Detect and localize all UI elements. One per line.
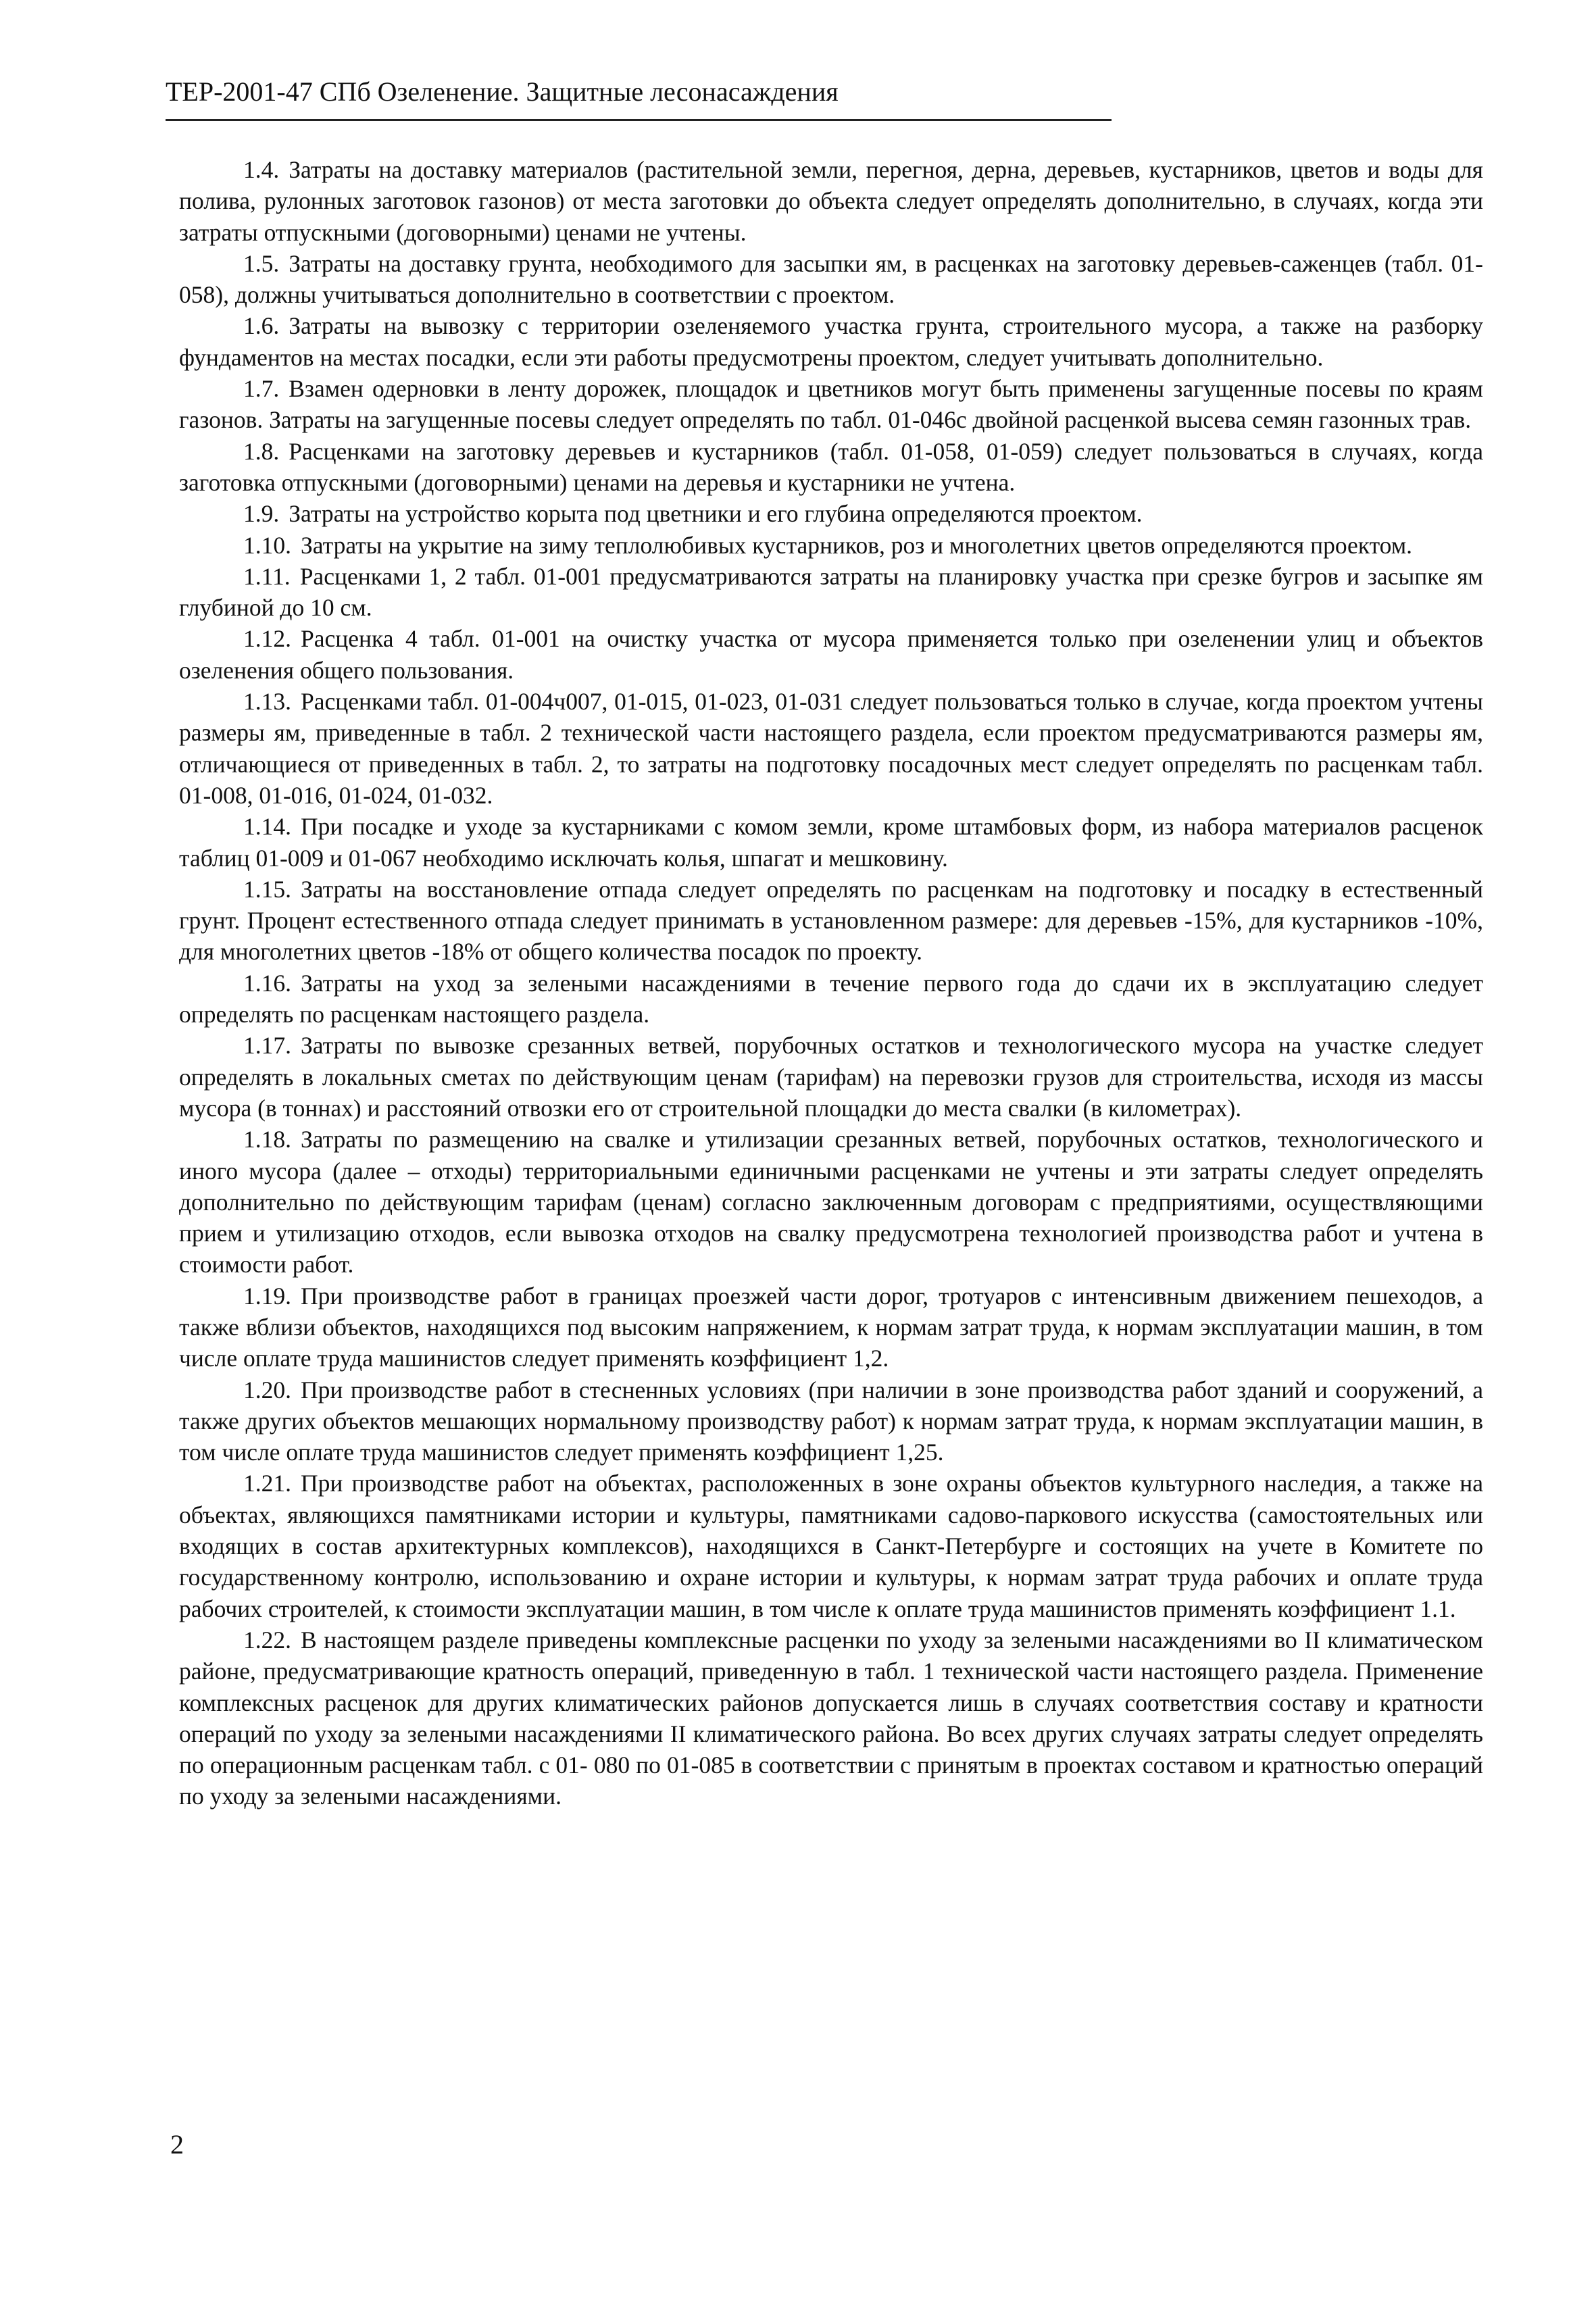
paragraph-text: Затраты на устройство корыта под цветники и его глубина определяются проектом. [289, 500, 1143, 528]
paragraph-text: Затраты на укрытие на зиму теплолюбивых кустарников, роз и многолетних цветов определяются проектом. [301, 531, 1413, 559]
paragraph-1-10 [179, 530, 1483, 561]
paragraph-1-22 [179, 1624, 1483, 1812]
paragraph-1-11 [179, 561, 1483, 624]
paragraph-text: В настоящем разделе приведены комплексные расценки по уходу за зелеными насаждениями во II климатическом районе, предусматривающие кратность операций, приведенную в табл. 1 технической части настоящего раздела. Применение комплексных расценок для других климатических районов допускается лишь в случаях соответствия составу и кратности операций по уходу за зелеными насаждениями II климатического района. Во всех других случаях затраты следует определять по операционным расценкам табл. с 01- 080 по 01-085 в соответствии с принятым в проектах составом и кратностью операций по уходу за зелеными насаждениями. [179, 1626, 1483, 1810]
paragraph-text: Расценками табл. 01-004ч007, 01-015, 01-023, 01-031 следует пользоваться только в случае, когда проектом учтены размеры ям, приведенные в табл. 2 технической части настоящего раздела, если проектом предусматриваются размеры ям, отличающиеся от приведенных в табл. 2, то затраты на подготовку посадочных мест следует определять по расценкам табл. 01-008, 01-016, 01-024, 01-032. [179, 688, 1483, 809]
paragraph-1-19 [179, 1280, 1483, 1374]
paragraph-number: 1.18. [243, 1126, 291, 1153]
paragraph-text: Затраты по вывозке срезанных ветвей, порубочных остатков и технологического мусора на участке следует определять в локальных сметах по действующим ценам (тарифам) на перевозки грузов для строительства, исходя из массы мусора (в тоннах) и расстояний отвозки его от строительной площадки до места свалки (в километрах). [179, 1032, 1483, 1122]
paragraph-text: Расценками на заготовку деревьев и кустарников (табл. 01-058, 01-059) следует пользоваться в случаях, когда заготовка отпускными (договорными) ценами на деревья и кустарники не учтена. [179, 437, 1483, 496]
paragraph-text: Расценка 4 табл. 01-001 на очистку участка от мусора применяется только при озеленении улиц и объектов озеленения общего пользования. [179, 625, 1483, 684]
paragraph-1-8 [179, 436, 1483, 499]
paragraph-text: Затраты по размещению на свалке и утилизации срезанных ветвей, порубочных остатков, технологического и иного мусора (далее – отходы) территориальными единичными расценками не учтены и эти затраты следует определять дополнительно по действующим тарифам (ценам) согласно заключенным договорам с предприятиями, осуществляющими прием и утилизацию отходов, если вывозка отходов на свалку предусмотрена технологией производства работ и учтена в стоимости работ. [179, 1126, 1483, 1278]
paragraph-text: Затраты на восстановление отпада следует определять по расценкам на подготовку и посадку в естественный грунт. Процент естественного отпада следует принимать в установленном размере: для деревьев -15%, для кустарников -10%, для многолетних цветов -18% от общего количества посадок по проекту. [179, 875, 1483, 966]
paragraph-number: 1.17. [243, 1032, 291, 1060]
paragraph-1-20 [179, 1374, 1483, 1468]
paragraph-number: 1.11. [243, 562, 291, 590]
paragraph-1-9 [179, 498, 1483, 529]
paragraph-number: 1.9. [243, 500, 280, 528]
paragraph-1-7 [179, 373, 1483, 436]
page-number: 2 [170, 2129, 184, 2160]
paragraph-1-12 [179, 623, 1483, 686]
paragraph-number: 1.6. [243, 312, 280, 340]
paragraph-text: Затраты на вывозку с территории озеленяемого участка грунта, строительного мусора, а также на разборку фундаментов на местах посадки, если эти работы предусмотрены проектом, следует учитывать дополнительно. [179, 312, 1483, 371]
paragraph-text: При производстве работ в границах проезжей части дорог, тротуаров с интенсивным движением пешеходов, а также вблизи объектов, находящихся под высоким напряжением, к нормам затрат труда, к нормам эксплуатации машин, в том числе оплате труда машинистов следует применять коэффициент 1,2. [179, 1282, 1483, 1372]
paragraph-number: 1.13. [243, 688, 291, 716]
paragraph-1-17 [179, 1030, 1483, 1124]
paragraph-number: 1.20. [243, 1376, 291, 1403]
paragraph-text: Затраты на доставку грунта, необходимого для засыпки ям, в расценках на заготовку деревьев-саженцев (табл. 01-058), должны учитываться дополнительно в соответствии с проектом. [179, 249, 1483, 309]
paragraph-text: Затраты на доставку материалов (растительной земли, перегноя, дерна, деревьев, кустарников, цветов и воды для полива, рулонных заготовок газонов) от места заготовки до объекта следует определять дополнительно, в случаях, когда эти затраты отпускными (договорными) ценами не учтены. [179, 156, 1483, 246]
paragraph-text: Затраты на уход за зелеными насаждениями в течение первого года до сдачи их в эксплуатацию следует определять по расценкам настоящего раздела. [179, 969, 1483, 1028]
page-header-title: ТЕР-2001-47 СПб Озеленение. Защитные лесонасаждения [166, 76, 839, 107]
paragraph-1-16 [179, 968, 1483, 1030]
paragraph-1-5 [179, 248, 1483, 311]
paragraph-number: 1.5. [243, 249, 280, 277]
paragraph-1-21 [179, 1468, 1483, 1624]
paragraph-number: 1.19. [243, 1282, 291, 1310]
paragraph-number: 1.21. [243, 1470, 291, 1497]
paragraph-number: 1.8. [243, 437, 280, 465]
paragraph-text: При производстве работ в стесненных условиях (при наличии в зоне производства работ зданий и сооружений, а также других объектов мешающих нормальному производству работ) к нормам затрат труда, к нормам эксплуатации машин, в том числе оплате труда машинистов следует применять коэффициент 1,25. [179, 1376, 1483, 1466]
document-body [179, 154, 1483, 1812]
paragraph-1-18 [179, 1124, 1483, 1280]
paragraph-number: 1.16. [243, 969, 291, 997]
paragraph-number: 1.10. [243, 531, 291, 559]
paragraph-number: 1.7. [243, 375, 280, 403]
paragraph-text: Расценками 1, 2 табл. 01-001 предусматриваются затраты на планировку участка при срезке бугров и засыпке ям глубиной до 10 см. [179, 562, 1483, 622]
paragraph-text: При производстве работ на объектах, расположенных в зоне охраны объектов культурного наследия, а также на объектах, являющихся памятниками истории и культуры, памятниками садово-паркового искусства (самостоятельных или входящих в состав архитектурных комплексов), находящихся в Санкт-Петербурге и состоящих на учете в Комитете по государственному контролю, использованию и охране истории и культуры, к нормам затрат труда рабочих и оплате труда рабочих строителей, к стоимости эксплуатации машин, в том числе к оплате труда машинистов применять коэффициент 1.1. [179, 1470, 1483, 1622]
paragraph-number: 1.4. [243, 156, 280, 183]
paragraph-number: 1.14. [243, 813, 291, 841]
paragraph-1-4 [179, 154, 1483, 248]
paragraph-1-14 [179, 811, 1483, 874]
paragraph-1-6 [179, 310, 1483, 373]
paragraph-number: 1.12. [243, 625, 291, 653]
paragraph-1-15 [179, 874, 1483, 968]
paragraph-1-13 [179, 686, 1483, 811]
paragraph-number: 1.22. [243, 1626, 291, 1653]
paragraph-text: Взамен одерновки в ленту дорожек, площадок и цветников могут быть применены загущенные посевы по краям газонов. Затраты на загущенные посевы следует определять по табл. 01-046с двойной расценкой высева семян газонных трав. [179, 375, 1483, 434]
paragraph-number: 1.15. [243, 875, 291, 903]
header-divider [166, 119, 1112, 121]
paragraph-text: При посадке и уходе за кустарниками с комом земли, кроме штамбовых форм, из набора материалов расценок таблиц 01-009 и 01-067 необходимо исключать колья, шпагат и мешковину. [179, 813, 1483, 872]
